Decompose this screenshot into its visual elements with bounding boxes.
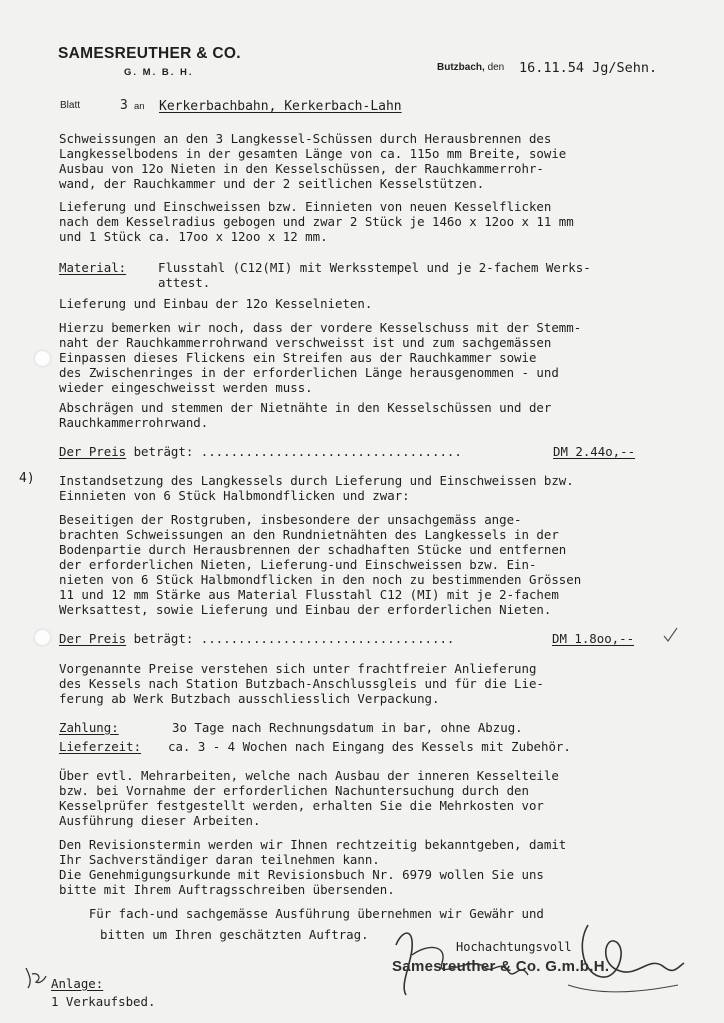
text-line: Einnieten von 6 Stück Halbmondflicken und zwar:	[59, 488, 410, 503]
text-line: wieder eingeschweisst werden muss.	[59, 380, 313, 395]
text-line: naht der Rauchkammerrohrwand verschweisst ist und zum sachgemässen	[59, 335, 552, 350]
text-line: nieten von 6 Stück Halbmondflicken in den noch zu bestimmenden Grössen	[59, 572, 582, 587]
letter-place	[437, 62, 504, 73]
text-line: Über evtl. Mehrarbeiten, welche nach Ausbau der inneren Kesselteile	[59, 768, 559, 783]
material-text: Flusstahl (C12(MI) mit Werksstempel und je 2-fachem Werks-	[158, 260, 591, 275]
price-line	[59, 444, 462, 459]
company-suffix: G. M. B. H.	[124, 67, 194, 78]
text-line: des Kessels nach Station Butzbach-Anschlussgleis und für die Lie-	[59, 676, 544, 691]
zahlung-text: 3o Tage nach Rechnungsdatum in bar, ohne Abzug.	[172, 720, 523, 735]
price-value: DM 2.44o,--	[553, 444, 636, 459]
text-line: Hierzu bemerken wir noch, dass der vordere Kesselschuss mit der Stemm-	[59, 320, 582, 335]
text-line: des Zwischenringes in der erforderlichen Länge herausgenommen - und	[59, 365, 559, 380]
material-text: attest.	[158, 275, 211, 290]
price-label: Der Preis	[59, 444, 127, 459]
price-suffix: beträgt:	[126, 631, 201, 646]
place-name: Butzbach,	[437, 62, 485, 73]
text-line: Bodenpartie durch Herausbrennen der schadhaften Stücke und entfernen	[59, 542, 567, 557]
company-stamp: Samesreuther & Co. G.m.b.H.	[392, 958, 610, 975]
text-line: nach dem Kesselradius gebogen und zwar 2 Stück je 146o x 12oo x 11 mm	[59, 214, 574, 229]
text-line: Für fach-und sachgemässe Ausführung übernehmen wir Gewähr und	[59, 906, 544, 921]
text-line: Ihr Sachverständiger daran teilnehmen kann.	[59, 852, 380, 867]
closing-greeting: Hochachtungsvoll	[456, 940, 572, 954]
price-dots: ..................................	[200, 631, 455, 646]
handwritten-signature	[388, 915, 688, 1005]
text-line: Einpassen dieses Flickens ein Streifen aus der Rauchkammer sowie	[59, 350, 537, 365]
an-label: an	[134, 101, 145, 112]
text-line: bitte mit Ihrem Auftragsschreiben übersenden.	[59, 882, 395, 897]
handwritten-initials	[22, 964, 50, 990]
text-line: Rauchkammerrohrwand.	[59, 415, 209, 430]
text-line: brachten Schweissungen an den Rundnietnähten des Langkessels in der	[59, 527, 559, 542]
den-label: den	[487, 62, 505, 73]
anlage-text: 1 Verkaufsbed.	[51, 994, 156, 1009]
text-line: Vorgenannte Preise verstehen sich unter frachtfreier Anlieferung	[59, 661, 537, 676]
text-line: Ausführung dieser Arbeiten.	[59, 813, 261, 828]
text-line: Langkesselbodens in der gesamten Länge von ca. 115o mm Breite, sowie	[59, 146, 567, 161]
anlage-label: Anlage:	[51, 976, 104, 991]
text-line: bzw. bei Vornahme der erforderlichen Nachuntersuchung durch den	[59, 783, 529, 798]
text-line: der erforderlichen Nieten, Lieferung-und Einschweissen bzw. Ein-	[59, 557, 537, 572]
text-line: Beseitigen der Rostgruben, insbesondere der unsachgemäss ange-	[59, 512, 522, 527]
item-number: 4)	[19, 471, 35, 486]
price-label: Der Preis	[59, 631, 127, 646]
text-line: Werksattest, sowie Lieferung und Einbau der erforderlichen Nieten.	[59, 602, 552, 617]
text-line: und 1 Stück ca. 17oo x 12oo x 12 mm.	[59, 229, 328, 244]
text-line: Kesselprüfer festgestellt werden, erhalten Sie die Mehrkosten vor	[59, 798, 544, 813]
lieferzeit-label: Lieferzeit:	[59, 739, 142, 754]
zahlung-label: Zahlung:	[59, 720, 119, 735]
punch-hole	[35, 351, 50, 366]
text-line: Ausbau von 12o Nieten in den Kesselschüssen, der Rauchkammerrohr-	[59, 161, 544, 176]
lieferzeit-text: ca. 3 - 4 Wochen nach Eingang des Kessels mit Zubehör.	[168, 739, 571, 754]
text-line: Abschrägen und stemmen der Nietnähte in den Kesselschüssen und der	[59, 400, 552, 415]
text-line: ferung ab Werk Butzbach ausschliesslich Verpackung.	[59, 691, 440, 706]
signature-icon	[388, 915, 688, 1005]
price-dots: ...................................	[200, 444, 462, 459]
letter-date: 16.11.54 Jg/Sehn.	[519, 60, 658, 76]
text-line: Die Genehmigungsurkunde mit Revisionsbuch Nr. 6979 wollen Sie uns	[59, 867, 544, 882]
blatt-label: Blatt	[60, 100, 81, 111]
text-line: wand, der Rauchkammer und der 2 seitlichen Kesselstützen.	[59, 176, 485, 191]
blatt-number: 3	[120, 98, 128, 113]
punch-hole	[35, 630, 50, 645]
price-value: DM 1.8oo,--	[552, 631, 635, 646]
text-line: 11 und 12 mm Stärke aus Material Flusstahl C12 (MI) mit je 2-fachem	[59, 587, 559, 602]
text-line: Instandsetzung des Langkessels durch Lieferung und Einschweissen bzw.	[59, 473, 574, 488]
text-line: Lieferung und Einbau der 12o Kesselnieten.	[59, 296, 373, 311]
text-line: Lieferung und Einschweissen bzw. Einnieten von neuen Kesselflicken	[59, 199, 552, 214]
material-label: Material:	[59, 260, 127, 275]
company-name: SAMESREUTHER & CO.	[58, 45, 241, 62]
text-line: bitten um Ihren geschätzten Auftrag.	[100, 927, 369, 942]
text-line: Den Revisionstermin werden wir Ihnen rechtzeitig bekanntgeben, damit	[59, 837, 567, 852]
price-line	[59, 631, 454, 646]
recipient-line: Kerkerbachbahn, Kerkerbach-Lahn	[159, 99, 402, 114]
checkmark-icon	[662, 626, 680, 644]
text-line: Schweissungen an den 3 Langkessel-Schüssen durch Herausbrennen des	[59, 131, 552, 146]
price-suffix: beträgt:	[126, 444, 201, 459]
